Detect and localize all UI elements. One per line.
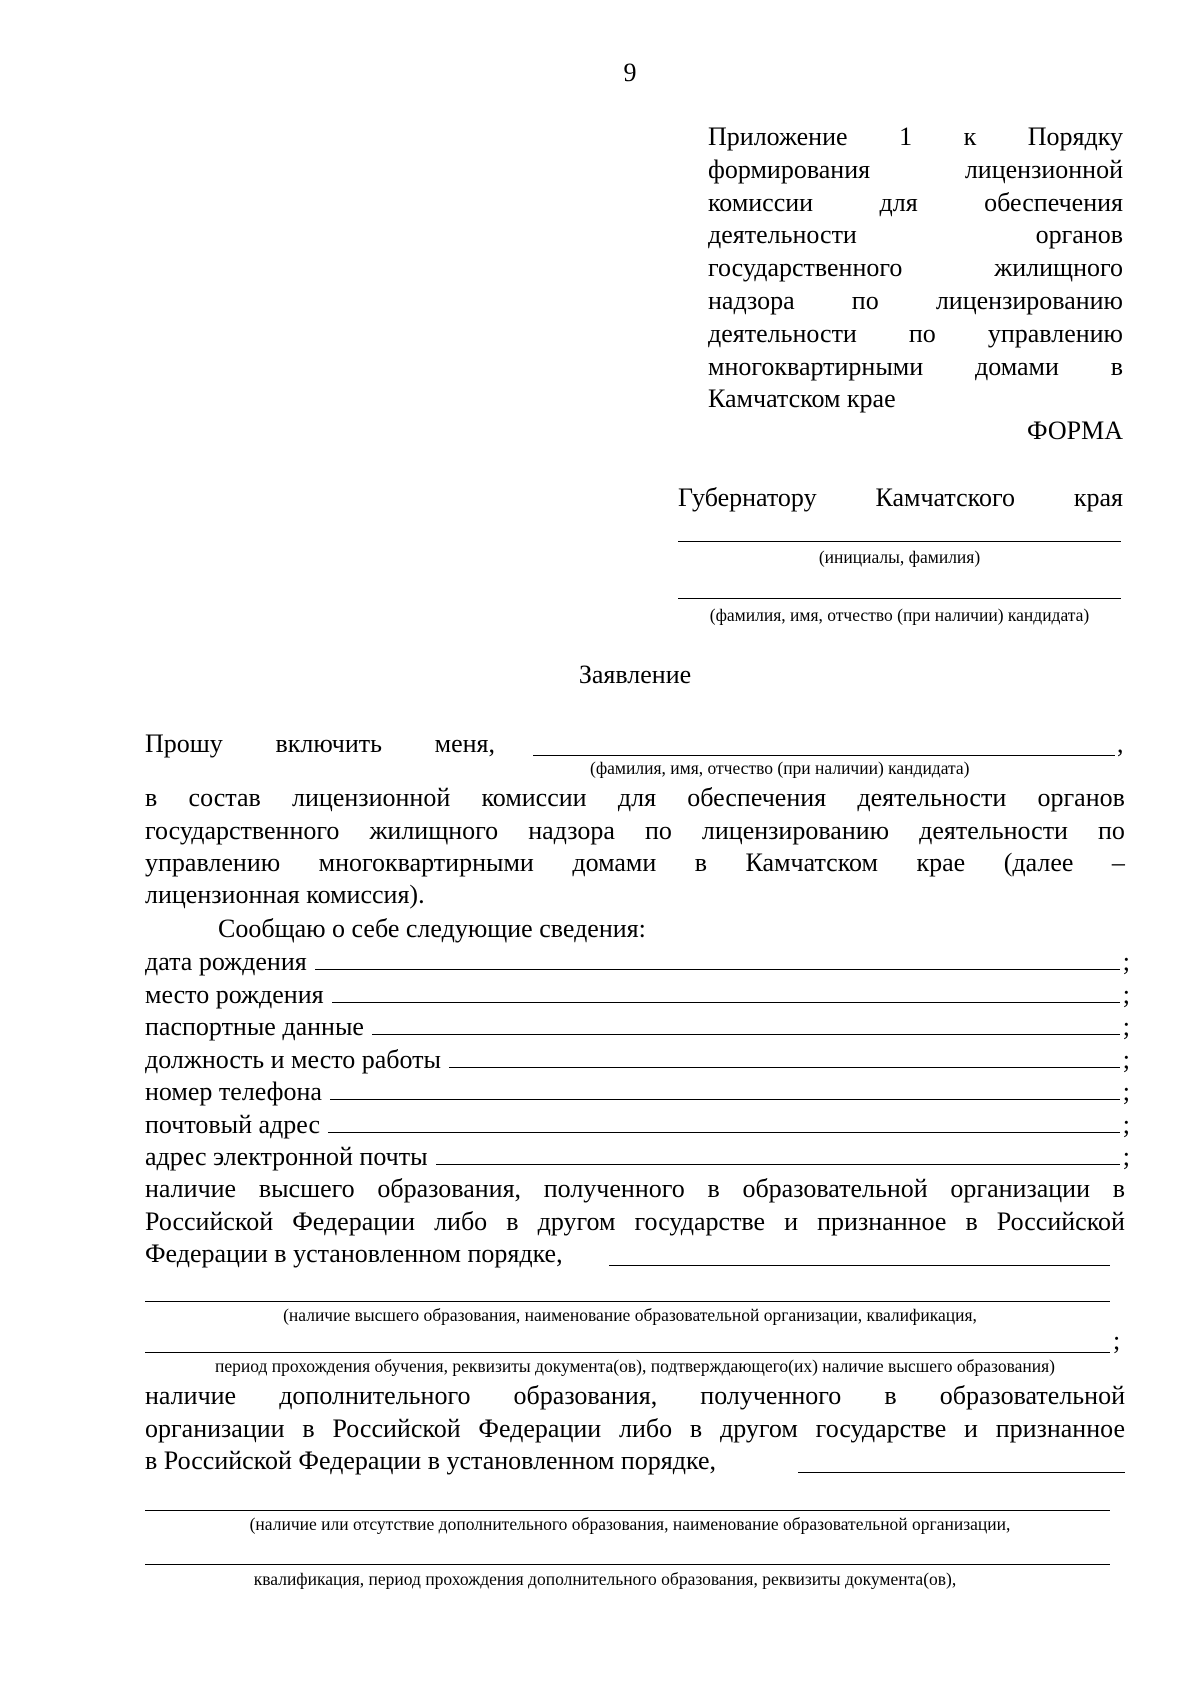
field-end: ; bbox=[1122, 980, 1130, 1009]
appendix-line bbox=[708, 120, 1123, 153]
field-blank[interactable] bbox=[328, 1107, 1120, 1133]
field-end: ; bbox=[1122, 1045, 1130, 1074]
request-body-line bbox=[145, 781, 1125, 814]
field-postal-address[interactable] bbox=[145, 1107, 1130, 1141]
word: дополнительного bbox=[279, 1381, 471, 1410]
word: в bbox=[965, 1207, 978, 1236]
word: в bbox=[1110, 352, 1123, 381]
page-number: 9 bbox=[623, 58, 637, 87]
request-comma: , bbox=[1117, 729, 1124, 758]
word: органов bbox=[1035, 220, 1123, 249]
word: жилищного bbox=[994, 253, 1123, 282]
word: лицензированию bbox=[701, 816, 890, 845]
word: деятельности bbox=[708, 319, 857, 348]
field-end: ; bbox=[1122, 947, 1130, 976]
word: по bbox=[851, 286, 879, 315]
word: Губернатору bbox=[678, 483, 817, 512]
word: другом bbox=[537, 1207, 616, 1236]
request-body-line bbox=[145, 846, 1125, 879]
higher-education-line bbox=[145, 1205, 1125, 1238]
word: по bbox=[644, 816, 672, 845]
word: образовательной bbox=[939, 1381, 1125, 1410]
word: организации bbox=[950, 1174, 1090, 1203]
field-label: паспортные данные bbox=[145, 1012, 364, 1041]
word: формирования bbox=[708, 155, 871, 184]
word: Прошу bbox=[145, 729, 223, 758]
field-label: почтовый адрес bbox=[145, 1110, 320, 1139]
word: многоквартирными bbox=[318, 848, 534, 877]
word: Российской bbox=[332, 1414, 461, 1443]
word: Порядку bbox=[1027, 122, 1123, 151]
word: Камчатском крае bbox=[708, 384, 896, 413]
word: состав bbox=[188, 783, 261, 812]
word: либо bbox=[434, 1207, 488, 1236]
field-birth-date[interactable] bbox=[145, 944, 1130, 978]
word: обеспечения bbox=[687, 783, 827, 812]
word: меня, bbox=[434, 729, 495, 758]
document-title: Заявление bbox=[578, 660, 692, 689]
word: Камчатского bbox=[875, 483, 1015, 512]
additional-education-blank-3[interactable] bbox=[145, 1564, 1110, 1565]
word: наличие bbox=[145, 1381, 237, 1410]
word: надзора bbox=[528, 816, 615, 845]
word: домами bbox=[572, 848, 657, 877]
field-birth-place[interactable] bbox=[145, 977, 1130, 1011]
request-words bbox=[145, 727, 495, 760]
higher-education-line bbox=[145, 1172, 1125, 1205]
word: и bbox=[784, 1207, 799, 1236]
word: Российской bbox=[145, 1207, 274, 1236]
word: обеспечения bbox=[984, 188, 1123, 217]
appendix-line bbox=[708, 350, 1123, 383]
request-body-line bbox=[145, 814, 1125, 847]
field-end: ; bbox=[1122, 1110, 1130, 1139]
word: комиссии bbox=[708, 188, 814, 217]
word: лицензированию bbox=[935, 286, 1123, 315]
word: в bbox=[506, 1207, 519, 1236]
request-body-last: лицензионная комиссия). bbox=[145, 880, 425, 909]
field-label: место рождения bbox=[145, 980, 324, 1009]
field-phone[interactable] bbox=[145, 1074, 1130, 1108]
additional-education-line bbox=[145, 1412, 1125, 1445]
word: государственного bbox=[708, 253, 903, 282]
initials-caption: (инициалы, фамилия) bbox=[818, 547, 981, 567]
field-end: ; bbox=[1122, 1142, 1130, 1171]
word: Приложение bbox=[708, 122, 848, 151]
field-label: должность и место работы bbox=[145, 1045, 442, 1074]
field-blank[interactable] bbox=[436, 1139, 1120, 1165]
word: надзора bbox=[708, 286, 795, 315]
word: деятельности bbox=[857, 783, 1007, 812]
request-caption: (фамилия, имя, отчество (при наличии) кандидата) bbox=[590, 758, 970, 778]
word: включить bbox=[275, 729, 382, 758]
word: признанное bbox=[817, 1207, 947, 1236]
additional-education-blank-1[interactable] bbox=[798, 1472, 1125, 1473]
word: высшего bbox=[258, 1174, 355, 1203]
initials-blank-line[interactable] bbox=[678, 541, 1121, 542]
additional-education-last-line: в Российской Федерации в установленном порядке, bbox=[145, 1446, 717, 1475]
word: по bbox=[908, 319, 936, 348]
word: лицензионной bbox=[964, 155, 1123, 184]
field-blank[interactable] bbox=[372, 1009, 1120, 1035]
word: признанное bbox=[995, 1414, 1125, 1443]
field-label: дата рождения bbox=[145, 947, 307, 976]
word: и bbox=[964, 1414, 978, 1443]
field-end: ; bbox=[1122, 1012, 1130, 1041]
word: в bbox=[694, 848, 708, 877]
appendix-line bbox=[708, 382, 1123, 415]
word: государственного bbox=[145, 816, 340, 845]
word: домами bbox=[974, 352, 1059, 381]
word: в bbox=[302, 1414, 315, 1443]
word: образования, bbox=[513, 1381, 658, 1410]
word: образовательной bbox=[742, 1174, 928, 1203]
word: крае bbox=[916, 848, 966, 877]
word: для bbox=[617, 783, 657, 812]
field-position-workplace[interactable] bbox=[145, 1042, 1130, 1076]
field-blank[interactable] bbox=[332, 977, 1120, 1003]
word: органов bbox=[1037, 783, 1125, 812]
word: 1 bbox=[899, 122, 913, 151]
word: края bbox=[1073, 483, 1123, 512]
word: управлению bbox=[145, 848, 281, 877]
additional-education-caption-2: квалификация, период прохождения дополнительного образования, реквизиты документа(ов), bbox=[253, 1569, 957, 1589]
field-email[interactable] bbox=[145, 1139, 1130, 1173]
word: Федерации bbox=[478, 1414, 602, 1443]
field-blank[interactable] bbox=[315, 944, 1120, 970]
info-intro: Сообщаю о себе следующие сведения: bbox=[218, 914, 646, 943]
word: – bbox=[1111, 848, 1125, 877]
additional-education-line bbox=[145, 1379, 1125, 1412]
field-passport[interactable] bbox=[145, 1009, 1130, 1043]
appendix-line bbox=[708, 186, 1123, 219]
word: либо bbox=[619, 1414, 673, 1443]
word: Федерации bbox=[292, 1207, 415, 1236]
candidate-blank-line[interactable] bbox=[678, 598, 1121, 599]
additional-education-caption-1: (наличие или отсутствие дополнительного образования, наименование образовательной организации, bbox=[249, 1514, 1011, 1534]
word: полученного bbox=[543, 1174, 685, 1203]
field-label: адрес электронной почты bbox=[145, 1142, 428, 1171]
field-end: ; bbox=[1122, 1077, 1130, 1106]
higher-education-end: ; bbox=[1113, 1326, 1121, 1355]
word: Камчатском bbox=[745, 848, 878, 877]
word: государстве bbox=[634, 1207, 766, 1236]
word: (далее bbox=[1003, 848, 1074, 877]
higher-education-caption-2: период прохождения обучения, реквизиты документа(ов), подтверждающего(их) наличие высшего образования) bbox=[214, 1356, 1056, 1376]
word: управлению bbox=[987, 319, 1123, 348]
word: полученного bbox=[700, 1381, 842, 1410]
appendix-line bbox=[708, 218, 1123, 251]
additional-education-blank-2[interactable] bbox=[145, 1510, 1110, 1511]
word: комиссии bbox=[481, 783, 587, 812]
higher-education-blank-1[interactable] bbox=[609, 1265, 1110, 1266]
word: наличие bbox=[145, 1174, 237, 1203]
word: деятельности bbox=[708, 220, 857, 249]
form-label: ФОРМА bbox=[1027, 416, 1123, 445]
word: по bbox=[1098, 816, 1125, 845]
word: в bbox=[689, 1414, 703, 1443]
appendix-line bbox=[708, 251, 1123, 284]
request-name-blank[interactable] bbox=[533, 755, 1115, 756]
appendix-line bbox=[708, 284, 1123, 317]
addressee-line bbox=[678, 481, 1123, 514]
word: деятельности bbox=[919, 816, 1068, 845]
word: лицензионной bbox=[292, 783, 451, 812]
word: многоквартирными bbox=[708, 352, 924, 381]
word: государстве bbox=[815, 1414, 947, 1443]
candidate-caption: (фамилия, имя, отчество (при наличии) кандидата) bbox=[709, 605, 1090, 625]
word: другом bbox=[720, 1414, 798, 1443]
higher-education-blank-3[interactable] bbox=[145, 1352, 1110, 1353]
word: в bbox=[884, 1381, 897, 1410]
word: в bbox=[145, 783, 158, 812]
word: в bbox=[1112, 1174, 1125, 1203]
higher-education-caption-1: (наличие высшего образования, наименование образовательной организации, квалификация, bbox=[283, 1305, 977, 1325]
word: для bbox=[879, 188, 918, 217]
word: образования, bbox=[377, 1174, 522, 1203]
appendix-line bbox=[708, 153, 1123, 186]
field-blank[interactable] bbox=[449, 1042, 1120, 1068]
word: Российской bbox=[996, 1207, 1125, 1236]
word: организации bbox=[145, 1414, 285, 1443]
field-label: номер телефона bbox=[145, 1077, 322, 1106]
higher-education-last-line: Федерации в установленном порядке, bbox=[145, 1239, 563, 1268]
word: в bbox=[707, 1174, 720, 1203]
word: к bbox=[963, 122, 977, 151]
field-blank[interactable] bbox=[330, 1074, 1120, 1100]
higher-education-blank-2[interactable] bbox=[145, 1301, 1110, 1302]
word: жилищного bbox=[369, 816, 499, 845]
appendix-line bbox=[708, 317, 1123, 350]
